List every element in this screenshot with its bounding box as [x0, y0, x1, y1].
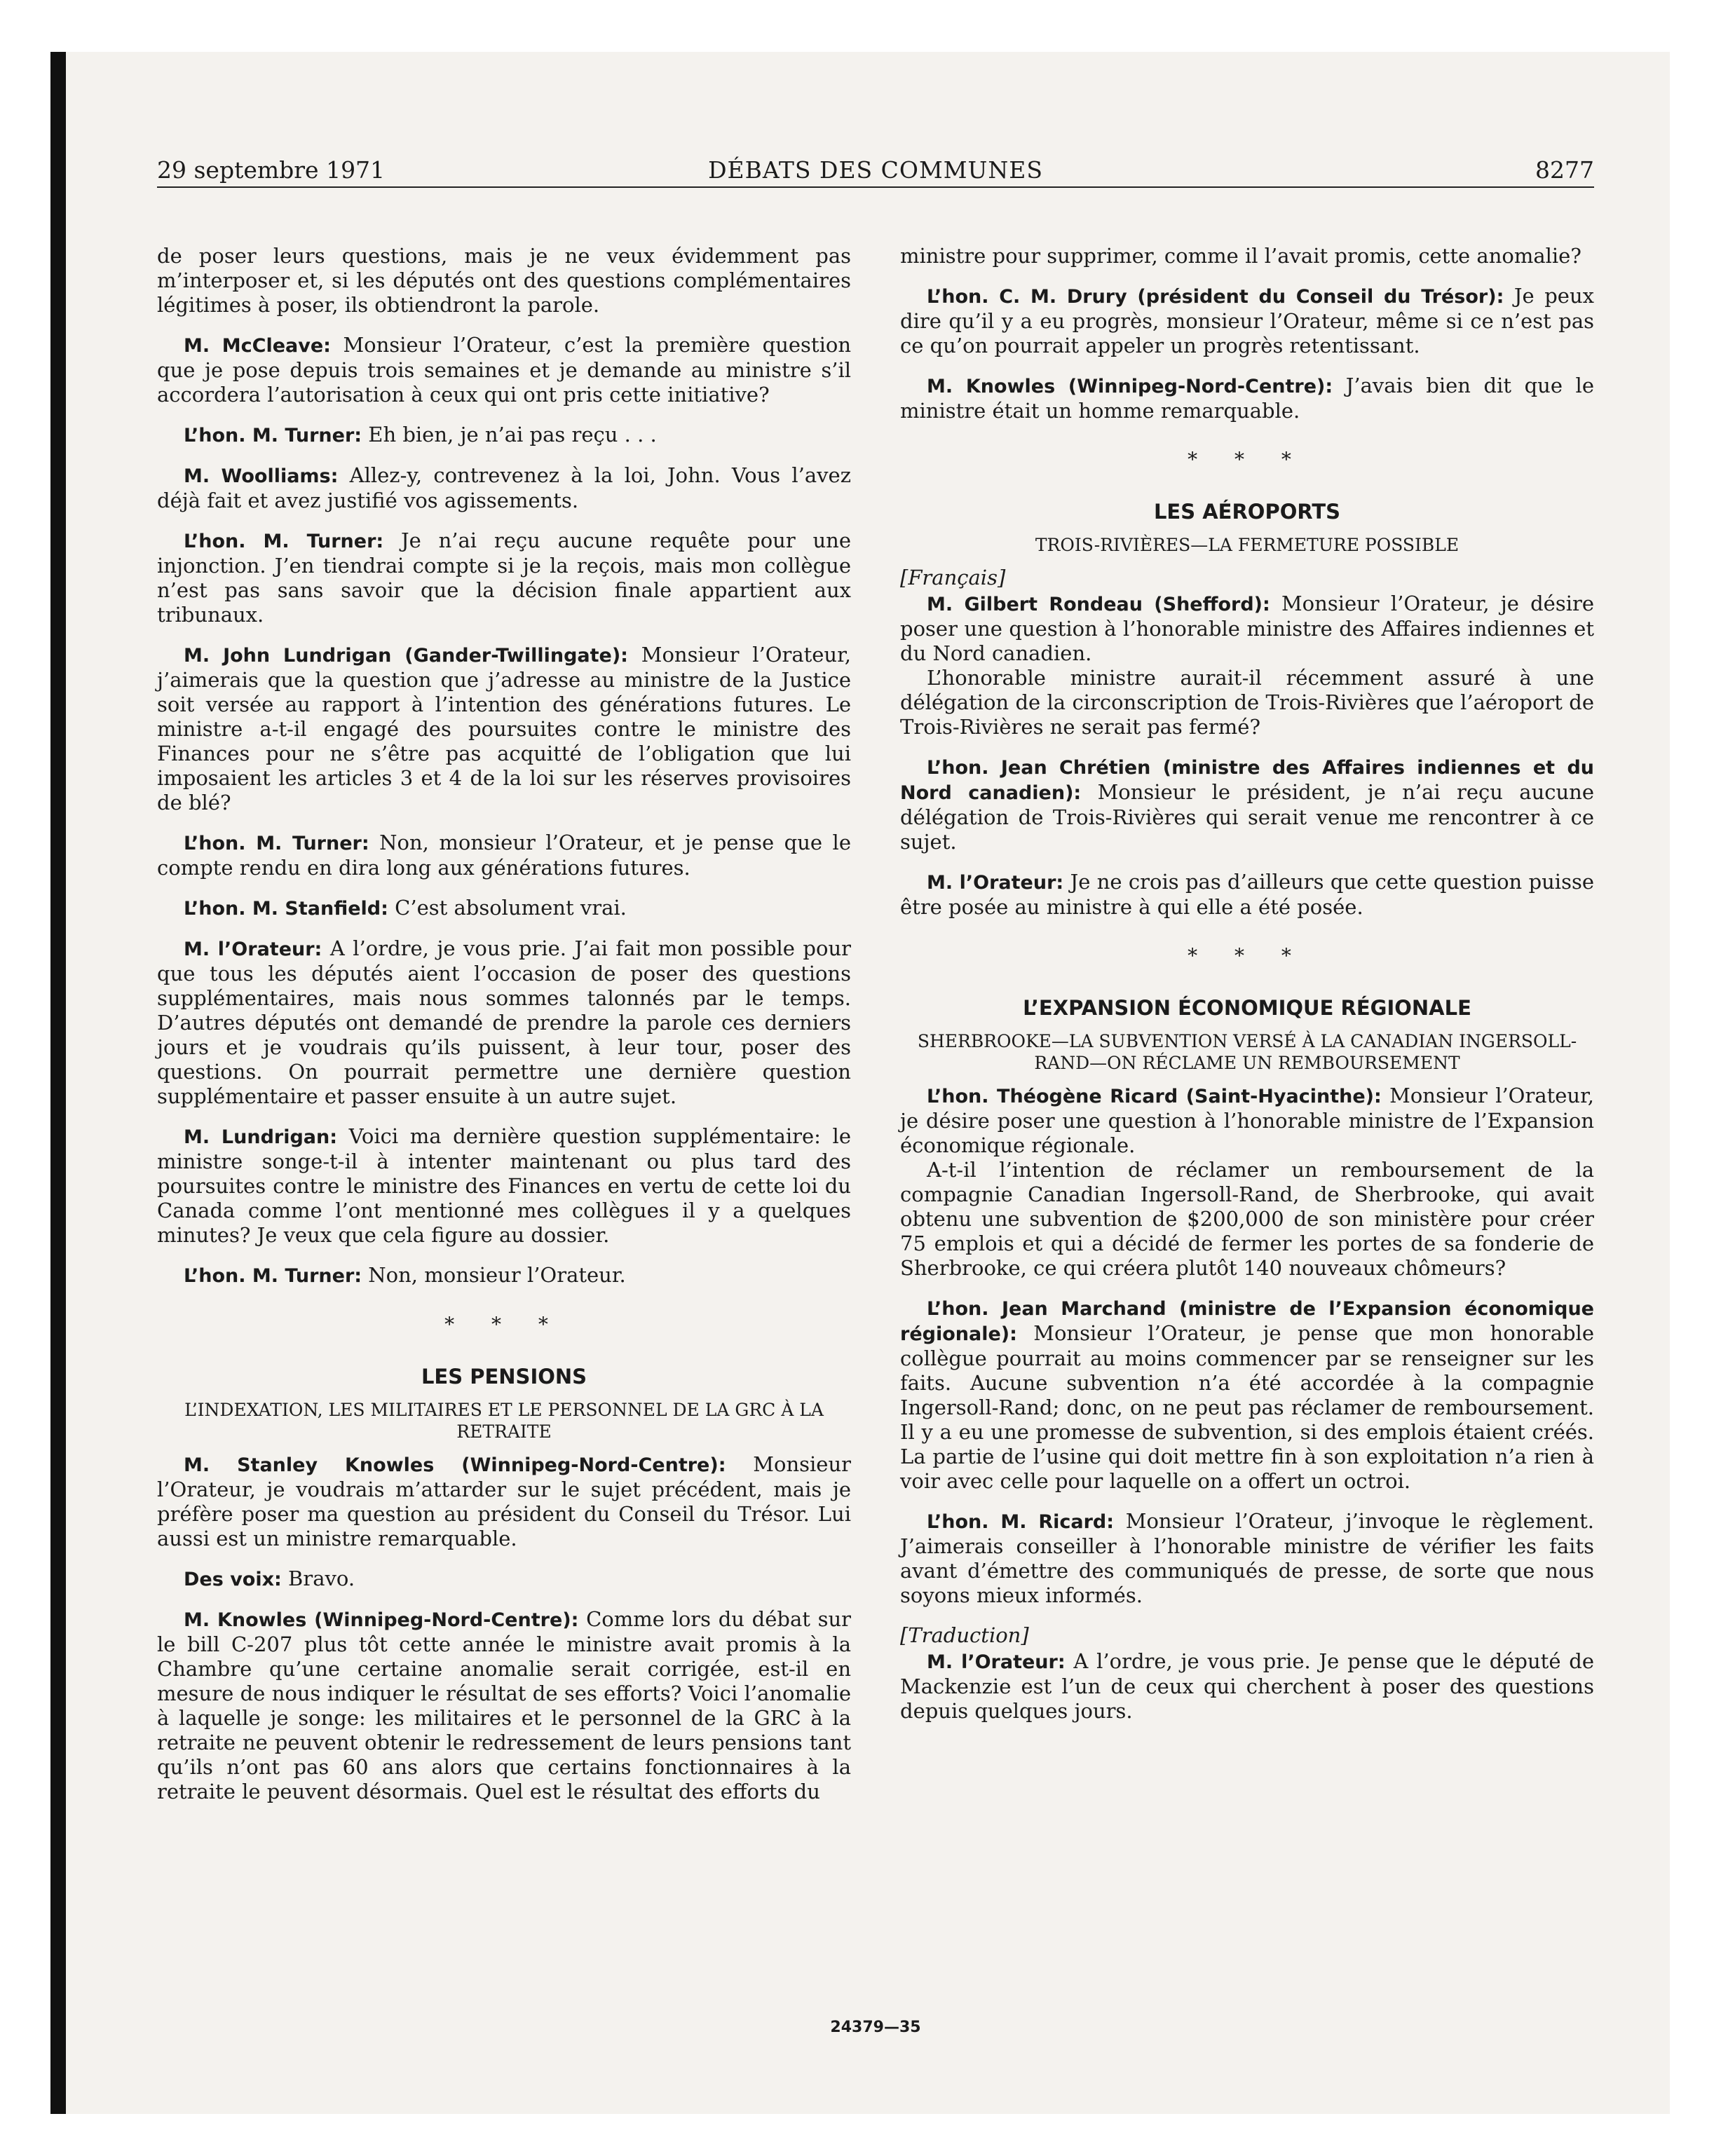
speaker-name: M. McCleave: [184, 335, 331, 357]
paragraph [157, 1124, 851, 1248]
paragraph [900, 284, 1594, 358]
speech-text: Monsieur l’Orateur, j’aimerais que la question que j’adresse au ministre de la Justice soit versée au rapport à l’intention des générations futures. Le ministre a-t-il engagé des poursuites contre le ministre des Finances pour ne s’être pas acquitté de l’obligation que lui imposaient les articles 3 et 4 de la loi sur les réserves provisoires de blé? [157, 643, 852, 814]
speech-text: Comme lors du débat sur le bill C-207 plus tôt cette année le ministre avait promis à la Chambre qu’une certaine anomalie serait corrigée, est-il en mesure de nous indiquer le résultat de ses efforts? Voici l’anomalie à laquelle je songe: les militaires et le personnel de la GRC à la retraite ne peuvent obtenir le redressement de leurs pensions tant qu’ils n’ont pas 60 ans alors que certains fonctionnaires à la retraite le peuvent désormais. Quel est le résultat des efforts du [157, 1607, 851, 1803]
section-heading: L’EXPANSION ÉCONOMIQUE RÉGIONALE [1023, 996, 1471, 1020]
speech-text: Monsieur l’Orateur, je désire poser une question à l’honorable ministre de l’Expansion économique régionale. [900, 1084, 1594, 1157]
paragraph [900, 1296, 1594, 1494]
speech-text: C’est absolument vrai. [395, 896, 627, 920]
paragraph [900, 870, 1594, 920]
speaker-name: L’hon. M. Ricard: [927, 1511, 1115, 1533]
section-subheading: SHERBROOKE—LA SUBVENTION VERSÉ À LA CANADIAN INGERSOLL-RAND—ON RÉCLAME UN REMBOURSEMENT [917, 1031, 1577, 1073]
paragraph [157, 463, 851, 513]
paragraph [157, 1263, 851, 1288]
paragraph [157, 1452, 851, 1551]
binding-edge [50, 52, 66, 2114]
speech-text: Monsieur l’Orateur, j’invoque le règlement. J’aimerais conseiller à l’honorable ministre de vérifier les faits avant d’émettre des communiqués de presse, de sorte que nous soyons mieux informés. [900, 1509, 1595, 1607]
speaker-name: Des voix: [184, 1569, 282, 1590]
speaker-name: L’hon. M. Turner: [184, 833, 369, 854]
paragraph [900, 755, 1594, 854]
paragraph [900, 592, 1594, 666]
speaker-name: L’hon. C. M. Drury (président du Conseil du Trésor): [927, 286, 1504, 308]
speech-text: L’honorable ministre aurait-il récemment assuré à une délégation de la circonscription de Trois-Rivières que l’aéroport de Trois-Rivières ne serait pas fermé? [900, 666, 1594, 739]
document-page [157, 154, 1594, 2061]
page-footer-code: 24379—35 [830, 2019, 921, 2036]
speaker-name: M. l’Orateur: [927, 872, 1064, 894]
speech-text: A-t-il l’intention de réclamer un remboursement de la compagnie Canadian Ingersoll-Rand, de Sherbrooke, qui avait obtenu une subvention de $200,000 de son ministère pour créer 75 emplois et qui a décidé de fermer les portes de sa fonderie de Sherbrooke, ce qui créera plutôt 140 nouveaux chômeurs? [900, 1158, 1594, 1280]
paragraph [157, 423, 851, 448]
paragraph [157, 528, 851, 627]
speaker-name: M. John Lundrigan (Gander-Twillingate): [184, 645, 628, 667]
speech-text: Allez-y, contrevenez à la loi, John. Vous l’avez déjà fait et avez justifié vos agissements. [157, 463, 851, 512]
speech-text: Non, monsieur l’Orateur, et je pense que le compte rendu en dira long aux générations futures. [157, 831, 851, 880]
paragraph [157, 1607, 851, 1804]
section-heading: LES AÉROPORTS [1153, 500, 1341, 524]
right-column [900, 244, 1594, 1724]
paragraph [157, 643, 851, 815]
section-separator: * * * [444, 1313, 564, 1336]
paragraph [157, 1567, 851, 1592]
paragraph [157, 831, 851, 880]
header-date: 29 septembre 1971 [157, 156, 386, 184]
paragraph [157, 896, 851, 921]
section-subheading: L’INDEXATION, LES MILITAIRES ET LE PERSONNEL DE LA GRC À LA RETRAITE [184, 1400, 824, 1442]
speaker-name: L’hon. M. Turner: [184, 425, 362, 446]
speaker-name: M. l’Orateur: [184, 939, 322, 960]
language-marker: [Traduction] [900, 1623, 1029, 1647]
speech-text: Je ne crois pas d’ailleurs que cette question puisse être posée au ministre à qui elle a été posée. [900, 870, 1595, 919]
paragraph [900, 1509, 1594, 1608]
speech-text: Voici ma dernière question supplémentaire: le ministre songe-t-il à intenter maintenant ou plus tard des poursuites contre le ministre des Finances en vertu de cette loi du Canada comme l’ont mentionné mes collègues il y a quelques minutes? Je veux que cela figure au dossier. [157, 1124, 851, 1247]
speech-text: Monsieur l’Orateur, c’est la première question que je pose depuis trois semaines et je demande au ministre s’il accordera l’autorisation à ceux qui ont pris cette initiative? [157, 333, 851, 407]
speaker-name: M. Woolliams: [184, 465, 339, 487]
section-subheading: TROIS-RIVIÈRES—LA FERMETURE POSSIBLE [1035, 535, 1460, 555]
paragraph [900, 1649, 1594, 1724]
paragraph [900, 374, 1594, 423]
speaker-name: M. l’Orateur: [927, 1651, 1066, 1673]
speech-text: A l’ordre, je vous prie. Je pense que le député de Mackenzie est l’un de ceux qui cherchent à poser des questions depuis quelques jours. [900, 1649, 1594, 1723]
speaker-name: L’hon. Jean Chrétien (ministre des Affaires indiennes et du Nord canadien): [900, 757, 1594, 804]
speech-text: Je peux dire qu’il y a eu progrès, monsieur l’Orateur, même si ce n’est pas ce qu’on pourrait appeler un progrès retentissant. [900, 284, 1594, 357]
speech-text: Monsieur l’Orateur, je voudrais m’attarder sur le sujet précédent, mais je préfère poser ma question au président du Conseil du Trésor. Lui aussi est un ministre remarquable. [157, 1452, 851, 1550]
left-column [157, 244, 851, 1820]
language-marker: [Français] [900, 566, 1006, 589]
paragraph [900, 1158, 1594, 1281]
speaker-name: M. Knowles (Winnipeg-Nord-Centre): [927, 376, 1333, 397]
paragraph [900, 1084, 1594, 1158]
speech-text: Monsieur l’Orateur, je pense que mon honorable collègue pourrait au moins commencer par se renseigner sur les faits. Aucune subvention n’a été accordée à la compagnie Ingersoll-Rand; donc, on ne peut pas réclamer de remboursement. Il y a eu une promesse de subvention, si des emplois étaient créés. La partie de l’usine qui doit mettre fin à son exploitation n’a rien à voir avec celle pour laquelle on a offert un octroi. [900, 1321, 1594, 1493]
speech-text: Monsieur le président, je n’ai reçu aucune délégation de Trois-Rivières qui serait venue me rencontrer à ce sujet. [900, 780, 1595, 854]
speaker-name: M. Knowles (Winnipeg-Nord-Centre): [184, 1609, 579, 1631]
paragraph: de poser leurs questions, mais je ne veux évidemment pas m’interposer et, si les députés ont des questions complémentaires légitimes à poser, ils obtiendront la parole. [157, 244, 851, 317]
speech-text: Bravo. [288, 1567, 355, 1590]
speech-text: Monsieur l’Orateur, je désire poser une question à l’honorable ministre des Affaires indiennes et du Nord canadien. [900, 592, 1594, 665]
paragraph: ministre pour supprimer, comme il l’avait promis, cette anomalie? [900, 244, 1581, 268]
header-title: DÉBATS DES COMMUNES [708, 156, 1043, 184]
section-separator: * * * [1188, 448, 1307, 471]
section-heading: LES PENSIONS [421, 1365, 587, 1389]
page-number: 8277 [1535, 156, 1594, 184]
speech-text: Non, monsieur l’Orateur. [368, 1263, 626, 1287]
paragraph [900, 666, 1594, 739]
speaker-name: L’hon. Jean Marchand (ministre de l’Expansion économique régionale): [900, 1298, 1594, 1345]
speaker-name: M. Gilbert Rondeau (Shefford): [927, 594, 1270, 615]
speaker-name: M. Stanley Knowles (Winnipeg-Nord-Centre): [184, 1454, 726, 1476]
speech-text: A l’ordre, je vous prie. J’ai fait mon possible pour que tous les députés aient l’occasion de poser des questions supplémentaires, mais nous sommes talonnés par le temps. D’autres députés ont demandé de prendre la parole ces derniers jours et je voudrais qu’ils puissent, à leur tour, poser des questions. On pourrait permettre une dernière question supplémentaire et passer ensuite à un autre sujet. [157, 936, 851, 1108]
speech-text: Je n’ai reçu aucune requête pour une injonction. J’en tiendrai compte si je la reçois, mais mon collègue n’est pas sans savoir que la décision finale appartient aux tribunaux. [157, 528, 852, 627]
section-separator: * * * [1188, 944, 1307, 967]
speaker-name: L’hon. M. Turner: [184, 1265, 362, 1287]
speaker-name: L’hon. Théogène Ricard (Saint-Hyacinthe): [927, 1086, 1382, 1107]
running-header [157, 154, 1594, 188]
speaker-name: L’hon. M. Stanfield: [184, 898, 388, 920]
speaker-name: L’hon. M. Turner: [184, 531, 384, 552]
speech-text: Eh bien, je n’ai pas reçu . . . [368, 423, 657, 446]
speaker-name: M. Lundrigan: [184, 1126, 338, 1148]
speech-text: J’avais bien dit que le ministre était un homme remarquable. [900, 374, 1594, 423]
paragraph [157, 936, 851, 1109]
paragraph [157, 333, 851, 407]
